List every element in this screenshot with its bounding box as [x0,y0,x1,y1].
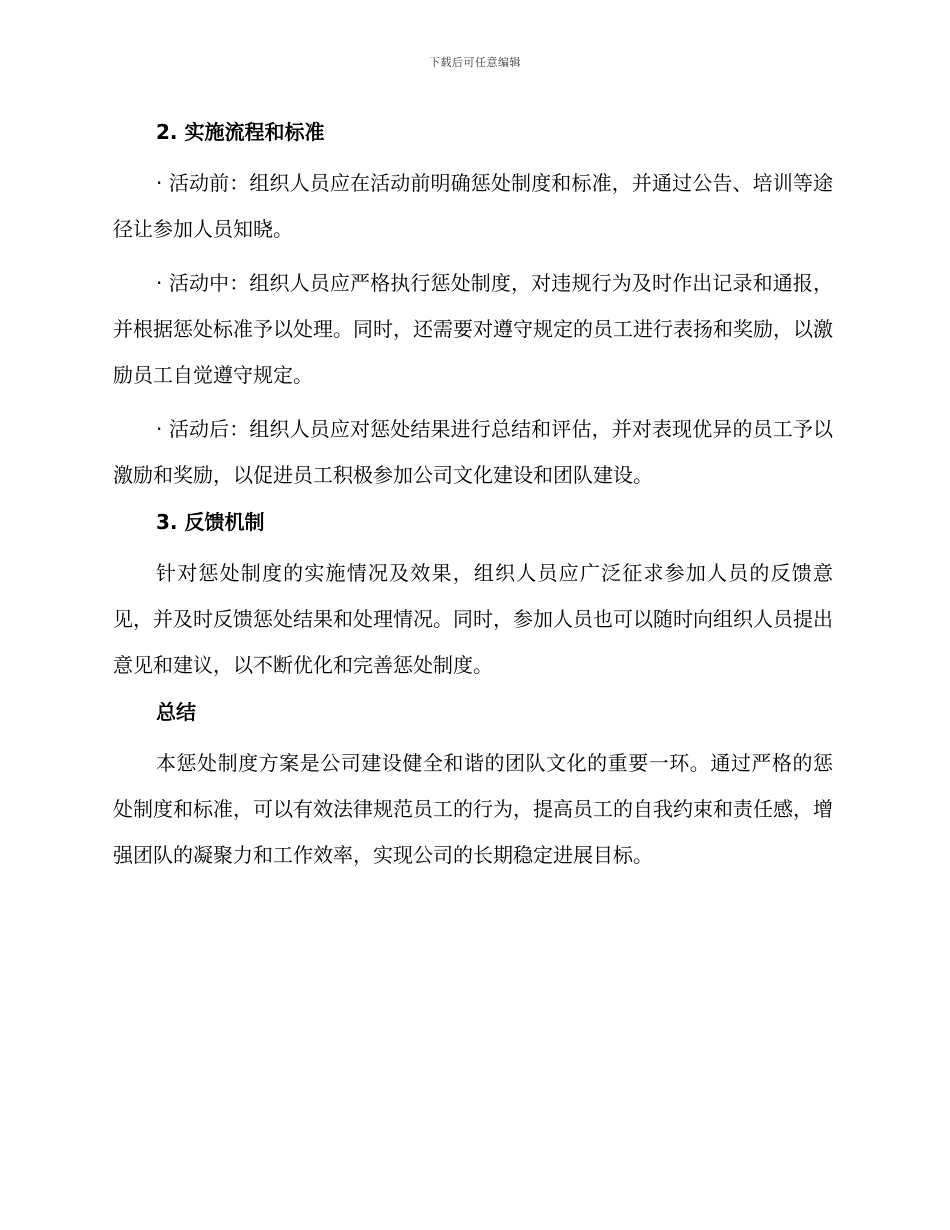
paragraph-before-activity: · 活动前：组织人员应在活动前明确惩处制度和标准，并通过公告、培训等途径让参加人员知晓。 [113,171,833,241]
paragraph-after-activity: · 活动后：组织人员应对惩处结果进行总结和评估，并对表现优异的员工予以激励和奖励，以促进员工积极参加公司文化建设和团队建设。 [113,417,833,487]
section-heading-summary: 总结 [156,700,196,724]
paragraph-during-activity: · 活动中：组织人员应严格执行惩处制度，对违规行为及时作出记录和通报，并根据惩处标准予以处理。同时，还需要对遵守规定的员工进行表扬和奖励，以激励员工自觉遵守规定。 [113,271,833,387]
paragraph-feedback: 针对惩处制度的实施情况及效果，组织人员应广泛征求参加人员的反馈意见，并及时反馈惩处结果和处理情况。同时，参加人员也可以随时向组织人员提出意见和建议，以不断优化和完善惩处制度。 [113,561,833,677]
paragraph-summary: 本惩处制度方案是公司建设健全和谐的团队文化的重要一环。通过严格的惩处制度和标准，可以有效法律规范员工的行为，提高员工的自我约束和责任感，增强团队的凝聚力和工作效率，实现公司的长期稳定进展目标。 [113,751,833,867]
section-heading-feedback: 3. 反馈机制 [156,510,265,534]
document-body [113,112,833,878]
header-note: 下载后可任意编辑 [429,56,521,69]
section-heading-implementation: 2. 实施流程和标准 [156,120,325,144]
